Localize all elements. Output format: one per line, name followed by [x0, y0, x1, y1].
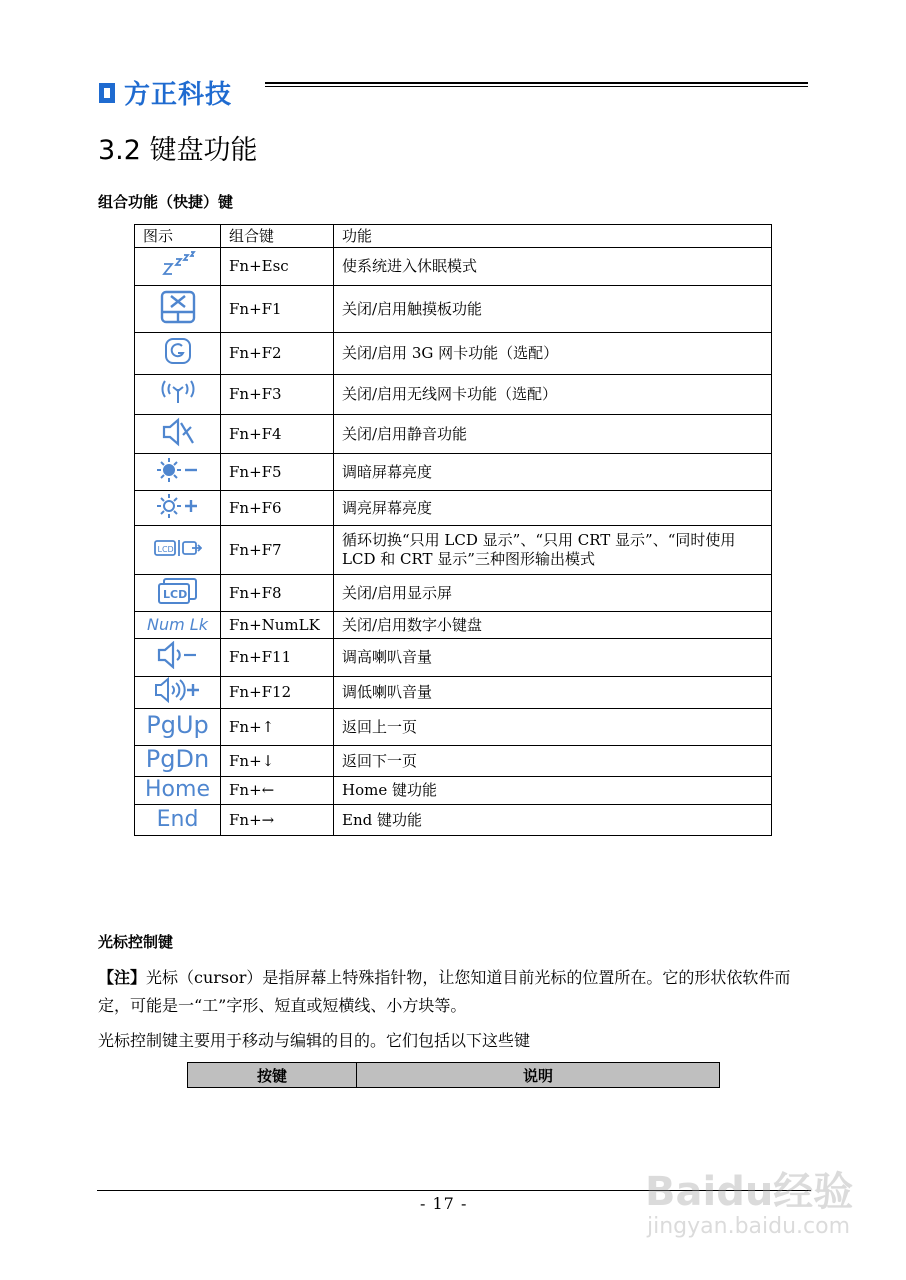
table-row	[135, 333, 772, 375]
company-logo	[96, 74, 232, 111]
table-row	[135, 248, 772, 286]
pgdn-icon: PgDn	[145, 745, 210, 773]
note-text: 光标（cursor）是指屏幕上特殊指针物，让您知道目前光标的位置所在。它的形状依软件而定，可能是一“工”字形、短直或短横线、小方块等。	[98, 968, 791, 1015]
table-row	[135, 677, 772, 709]
header-rule-thin	[265, 86, 808, 87]
key-combo: Fn+F1	[221, 286, 334, 333]
key-combo: Fn+F7	[221, 526, 334, 575]
header-icon-col: 图示	[135, 225, 221, 248]
key-function: 返回上一页	[334, 709, 772, 746]
key-function: 使系统进入休眠模式	[334, 248, 772, 286]
key-function: 关闭/启用显示屏	[334, 575, 772, 612]
table-row	[135, 639, 772, 677]
key-combo: Fn+F4	[221, 415, 334, 454]
svg-text:LCD: LCD	[157, 544, 174, 554]
svg-text:LCD: LCD	[162, 587, 187, 601]
header-func-col: 功能	[334, 225, 772, 248]
key-combo: Fn+F8	[221, 575, 334, 612]
header-key: 按键	[188, 1063, 357, 1087]
sleep-zzz-icon	[156, 250, 200, 278]
table-row	[135, 375, 772, 415]
cursor-note	[98, 964, 810, 1020]
table-row	[135, 746, 772, 777]
key-combo: Fn+↑	[221, 709, 334, 746]
cursor-key-table-header	[187, 1062, 720, 1088]
key-combo: Fn+→	[221, 805, 334, 836]
note-label: 【注】	[98, 968, 147, 987]
numlock-icon: Num Lk	[147, 615, 208, 634]
table-row	[135, 491, 772, 526]
table-row	[135, 612, 772, 639]
header-rule	[265, 82, 808, 84]
key-function: 关闭/启用触摸板功能	[334, 286, 772, 333]
key-function: 关闭/启用无线网卡功能（选配）	[334, 375, 772, 415]
combo-key-table	[134, 224, 772, 836]
table-header-row	[135, 225, 772, 248]
key-combo: Fn+F11	[221, 639, 334, 677]
key-combo: Fn+Esc	[221, 248, 334, 286]
table-row	[135, 454, 772, 491]
3g-icon	[164, 337, 192, 365]
key-function: 调暗屏幕亮度	[334, 454, 772, 491]
table-row	[135, 805, 772, 836]
brightness-down-icon	[157, 456, 199, 484]
key-function: 关闭/启用静音功能	[334, 415, 772, 454]
header-key-col: 组合键	[221, 225, 334, 248]
baidu-watermark	[645, 1150, 855, 1250]
volume-down-icon	[156, 641, 200, 669]
key-combo: Fn+F6	[221, 491, 334, 526]
key-function: End 键功能	[334, 805, 772, 836]
end-icon: End	[156, 806, 199, 832]
volume-up-icon	[153, 677, 203, 703]
table-row	[135, 526, 772, 575]
key-combo: Fn+F3	[221, 375, 334, 415]
key-combo: Fn+F5	[221, 454, 334, 491]
key-function: 返回下一页	[334, 746, 772, 777]
key-function: 关闭/启用 3G 网卡功能（选配）	[334, 333, 772, 375]
section-title: 3.2 键盘功能	[98, 135, 258, 166]
cursor-keys-intro: 光标控制键主要用于移动与编辑的目的。它们包括以下这些键	[98, 1031, 531, 1050]
watermark-brand: Baidu经验	[645, 1169, 854, 1215]
table-row	[135, 415, 772, 454]
wireless-antenna-icon	[158, 379, 198, 405]
page-number: - 17 -	[420, 1194, 468, 1213]
key-function: 调亮屏幕亮度	[334, 491, 772, 526]
brightness-up-icon	[157, 492, 199, 520]
header-description: 说明	[522, 1066, 553, 1085]
key-function: 循环切换“只用 LCD 显示”、“只用 CRT 显示”、“同时使用 LCD 和 CRT 显示”三种图形输出模式	[334, 526, 772, 575]
combo-keys-subtitle: 组合功能（快捷）键	[98, 193, 234, 211]
key-function: Home 键功能	[334, 777, 772, 805]
logo-text: 方正科技	[124, 80, 233, 110]
touchpad-icon	[160, 290, 196, 324]
key-combo: Fn+↓	[221, 746, 334, 777]
cursor-keys-subtitle: 光标控制键	[98, 933, 174, 951]
table-row	[135, 286, 772, 333]
mute-icon	[161, 417, 195, 447]
table-row	[135, 575, 772, 612]
key-combo: Fn+←	[221, 777, 334, 805]
key-function: 关闭/启用数字小键盘	[334, 612, 772, 639]
key-combo: Fn+NumLK	[221, 612, 334, 639]
table-row	[135, 777, 772, 805]
key-combo: Fn+F2	[221, 333, 334, 375]
home-icon: Home	[145, 777, 210, 802]
key-combo: Fn+F12	[221, 677, 334, 709]
display-switch-icon	[154, 537, 202, 559]
key-function: 调低喇叭音量	[334, 677, 772, 709]
lcd-icon	[156, 577, 200, 605]
logo-mark-icon	[96, 81, 118, 105]
key-function: 调高喇叭音量	[334, 639, 772, 677]
table-row	[135, 709, 772, 746]
pgup-icon: PgUp	[146, 711, 209, 739]
watermark-url: jingyan.baidu.com	[647, 1214, 851, 1239]
